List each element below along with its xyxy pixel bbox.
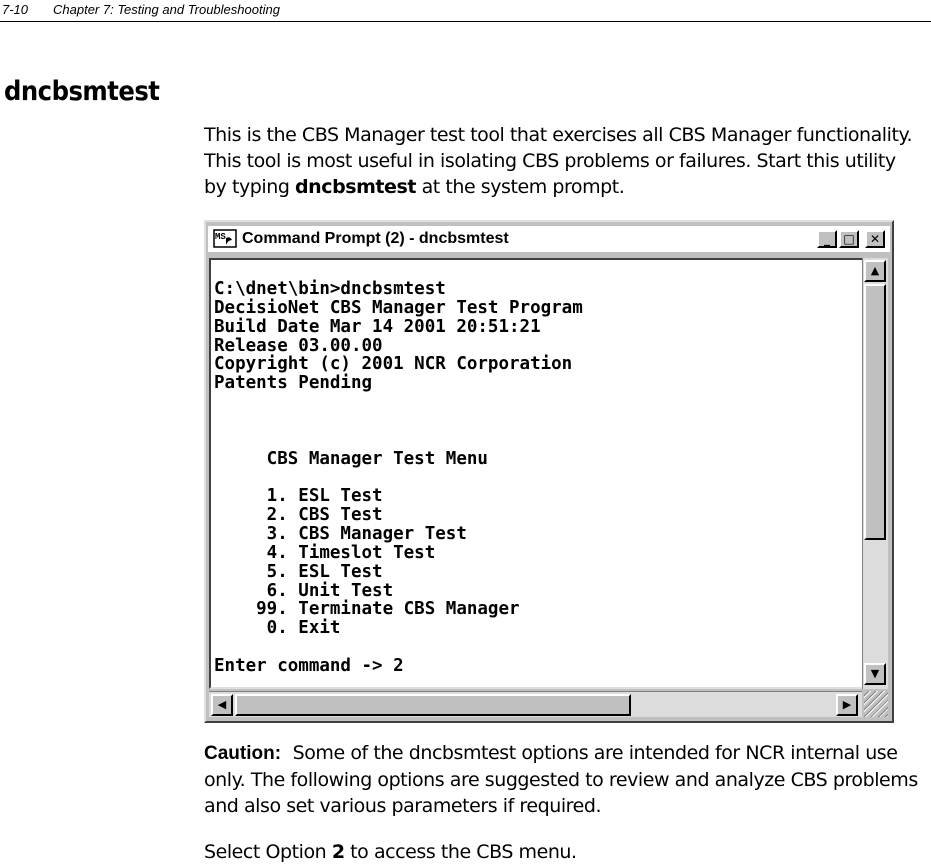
- vertical-scrollbar[interactable]: [862, 258, 888, 689]
- console-line: [214, 431, 583, 450]
- horizontal-scrollbar[interactable]: [209, 691, 862, 717]
- console-line: 6. Unit Test: [214, 580, 394, 601]
- scroll-down-button[interactable]: ▼: [864, 663, 886, 685]
- console-line: CBS Manager Test Menu: [214, 448, 488, 469]
- instruction-paragraph: [204, 839, 919, 865]
- console-line: Patents Pending: [214, 373, 373, 394]
- page-header: [0, 0, 931, 22]
- console-line: 0. Exit: [214, 618, 341, 639]
- console-line: C:\dnet\bin>dncbsmtest: [214, 279, 446, 299]
- caution-paragraph: [204, 740, 919, 819]
- caution-label: Caution:: [204, 743, 282, 764]
- console-line: 1. ESL Test: [214, 486, 383, 507]
- console-line: 3. CBS Manager Test: [214, 523, 467, 544]
- scroll-up-button[interactable]: ▲: [864, 260, 886, 282]
- instruction-text-before: Select Option: [204, 841, 332, 863]
- console-line: Copyright (c) 2001 NCR Corporation: [214, 354, 573, 375]
- console-output[interactable]: [209, 258, 866, 689]
- console-line: Enter command -> 2: [214, 655, 404, 676]
- console-line: Build Date Mar 14 2001 20:51:21: [214, 316, 541, 337]
- intro-paragraph: [204, 122, 919, 200]
- section-title: dncbsmtest: [4, 76, 160, 107]
- resize-grip[interactable]: [864, 691, 888, 717]
- page-number: 7-10: [2, 2, 29, 17]
- console-line: [214, 638, 583, 657]
- console-line: [214, 468, 583, 487]
- window-titlebar[interactable]: [208, 226, 890, 252]
- console-line: 2. CBS Test: [214, 505, 383, 526]
- command-prompt-window: [204, 220, 894, 723]
- console-lines: [214, 280, 583, 676]
- console-line: [214, 393, 583, 412]
- scroll-right-button[interactable]: ▶: [836, 694, 858, 716]
- maximize-button[interactable]: □: [839, 230, 859, 248]
- chapter-title: Chapter 7: Testing and Troubleshooting: [53, 2, 280, 17]
- minimize-button[interactable]: _: [817, 230, 837, 248]
- console-line: DecisioNet CBS Manager Test Program: [214, 297, 583, 318]
- horizontal-scroll-thumb[interactable]: [235, 694, 631, 716]
- console-line: [214, 412, 583, 431]
- intro-text-after: at the system prompt.: [416, 176, 625, 198]
- intro-command: dncbsmtest: [295, 176, 416, 198]
- instruction-text-after: to access the CBS menu.: [344, 841, 577, 863]
- vertical-scroll-thumb[interactable]: [864, 284, 886, 540]
- ms-dos-icon[interactable]: [213, 229, 239, 249]
- ms-icon-text: MS: [215, 232, 226, 242]
- caution-text: Some of the dncbsmtest options are intended for NCR internal use only. The following options are suggested to review and analyze CBS problems and also set various parameters if required.: [204, 742, 918, 817]
- ms-dos-icon-graphic: [213, 229, 239, 249]
- instruction-option: 2: [331, 841, 345, 863]
- console-line: Release 03.00.00: [214, 335, 383, 356]
- console-line: 99. Terminate CBS Manager: [214, 599, 520, 620]
- intro-text-before: This is the CBS Manager test tool that exercises all CBS Manager functionality. This tool is most useful in isolating CBS problems or failures. Start this utility by typing: [204, 124, 913, 198]
- close-button[interactable]: ✕: [865, 230, 885, 248]
- window-title: Command Prompt (2) - dncbsmtest: [242, 230, 509, 247]
- console-line: 5. ESL Test: [214, 561, 383, 582]
- console-line: 4. Timeslot Test: [214, 542, 436, 563]
- scroll-left-button[interactable]: ◀: [211, 694, 233, 716]
